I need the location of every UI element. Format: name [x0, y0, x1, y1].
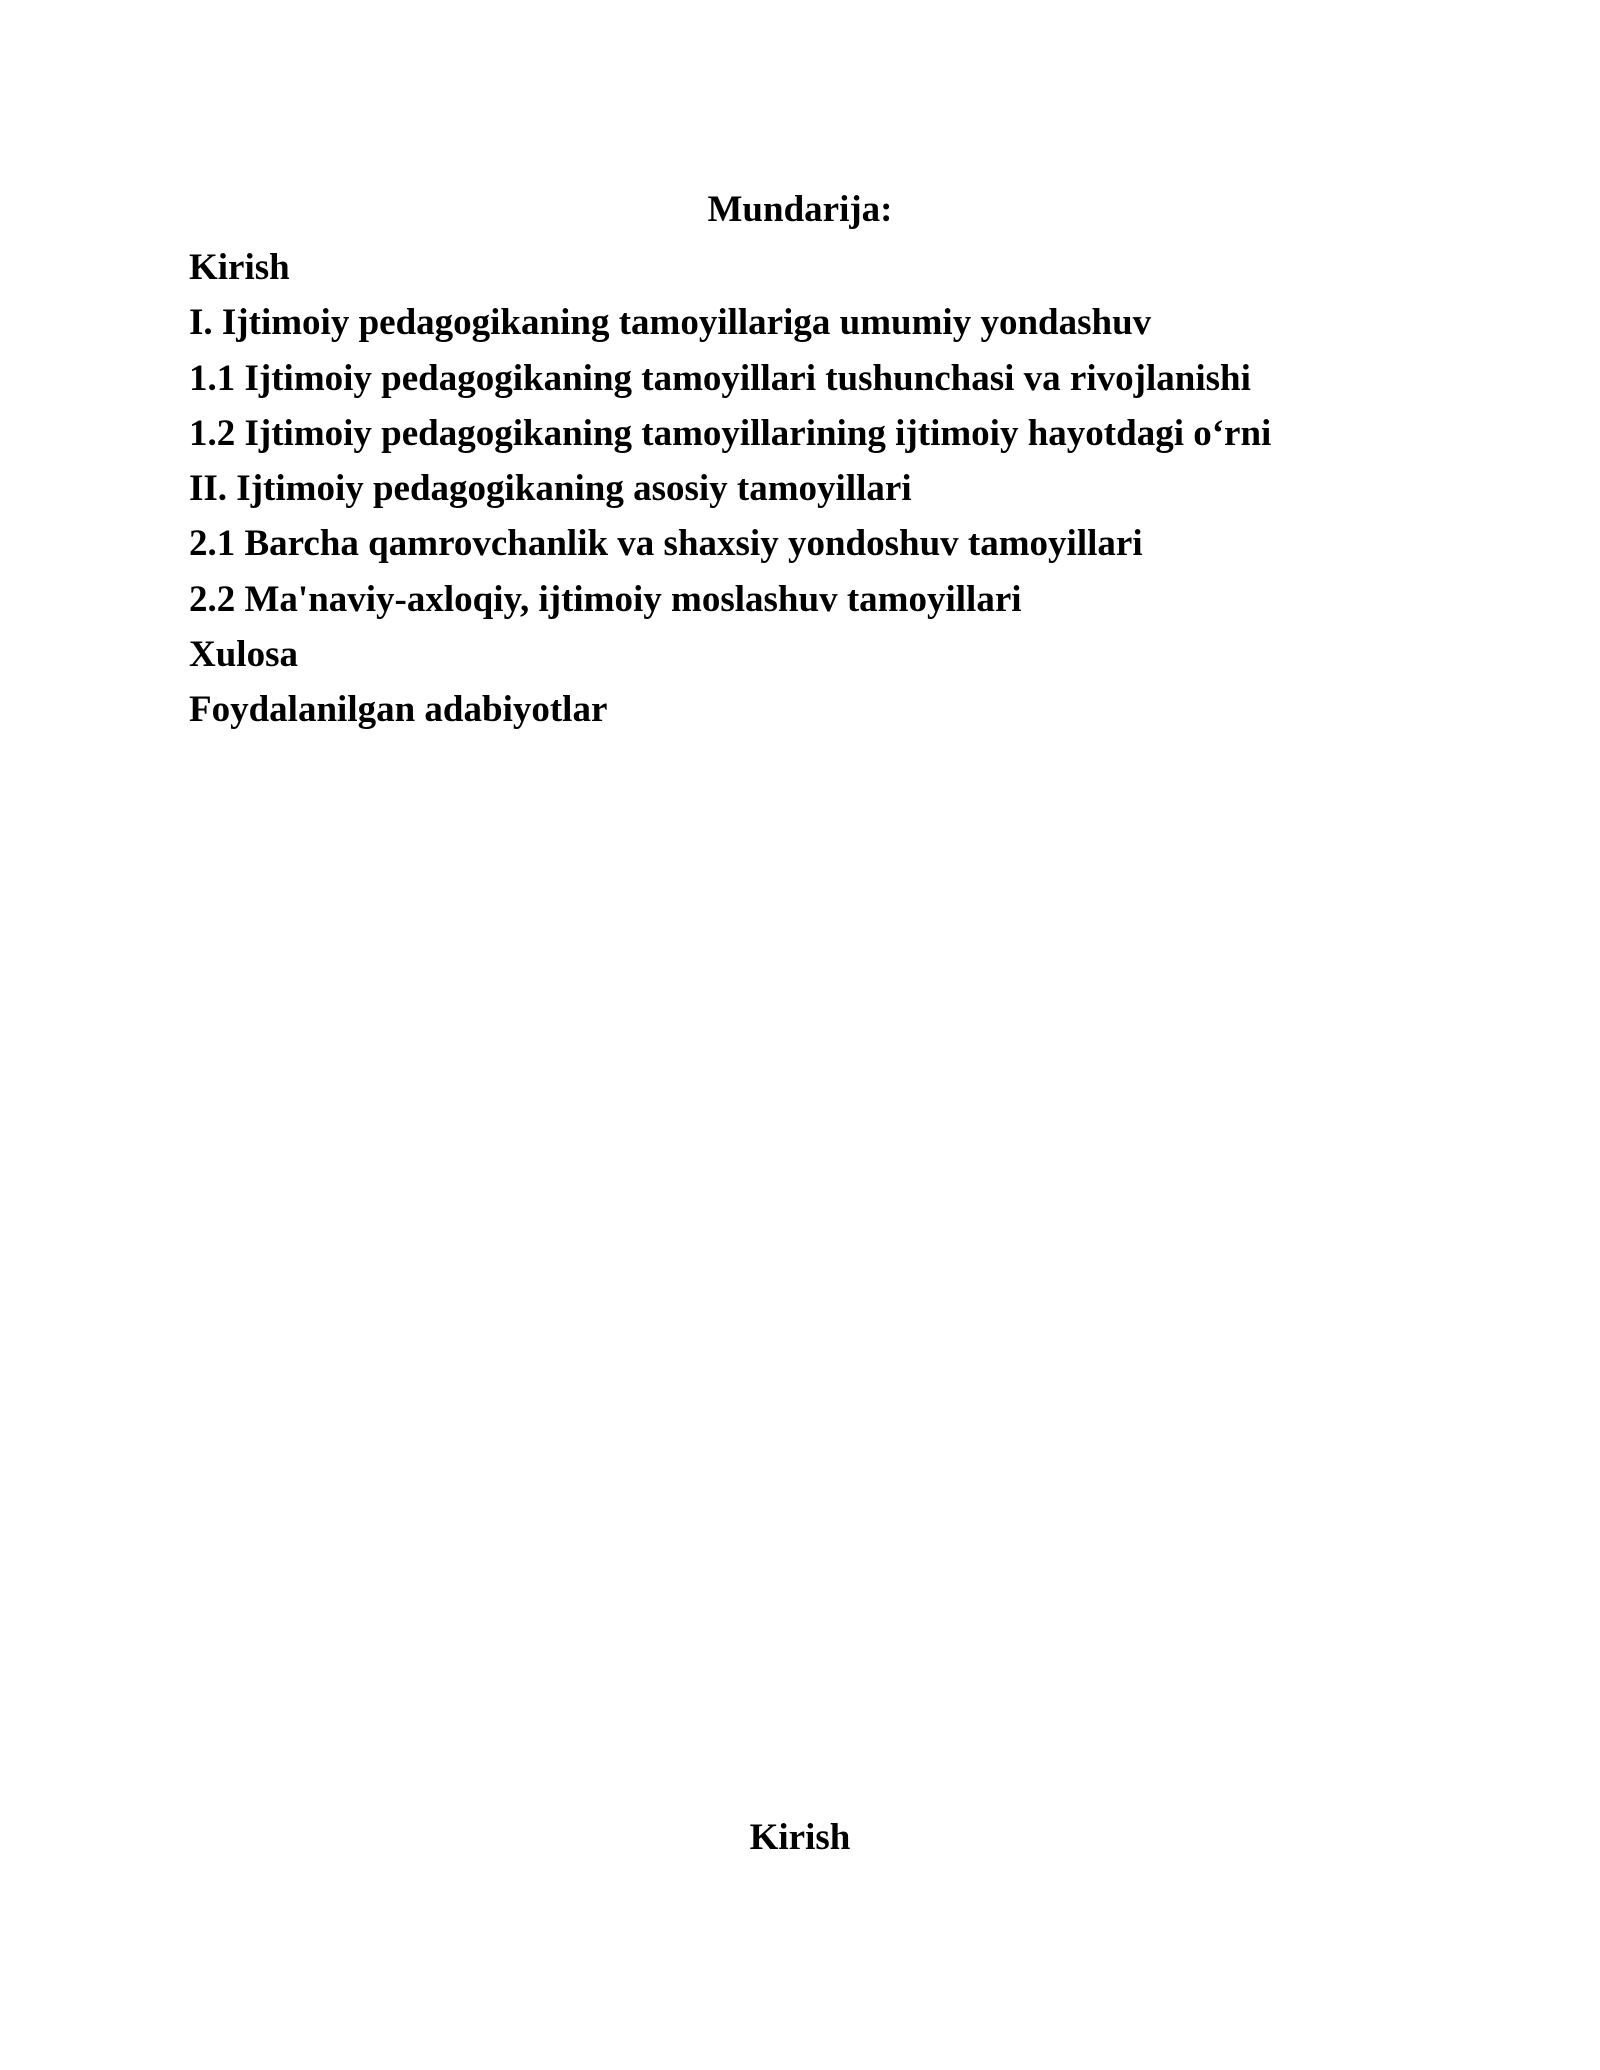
toc-title: Mundarija:	[707, 189, 893, 230]
section-heading-introduction: Kirish	[749, 1817, 851, 1858]
toc-item-section-2-2: 2.2 Ma'naviy-axloqiy, ijtimoiy moslashuv tamoyillari	[189, 578, 1022, 620]
toc-item-chapter-1: I. Ijtimoiy pedagogikaning tamoyillariga umumiy yondashuv	[189, 302, 1152, 344]
toc-item-references: Foydalanilgan adabiyotlar	[189, 689, 608, 731]
toc-item-chapter-2: II. Ijtimoiy pedagogikaning asosiy tamoyillari	[189, 468, 912, 510]
toc-item-section-2-1: 2.1 Barcha qamrovchanlik va shaxsiy yondoshuv tamoyillari	[189, 523, 1143, 565]
table-of-contents	[189, 240, 1449, 738]
toc-item-conclusion: Xulosa	[189, 634, 298, 676]
toc-item-section-1-1: 1.1 Ijtimoiy pedagogikaning tamoyillari tushunchasi va rivojlanishi	[189, 357, 1251, 399]
toc-item-section-1-2: 1.2 Ijtimoiy pedagogikaning tamoyillarining ijtimoiy hayotdagi o‘rni	[189, 412, 1272, 454]
toc-item-introduction: Kirish	[189, 247, 290, 288]
